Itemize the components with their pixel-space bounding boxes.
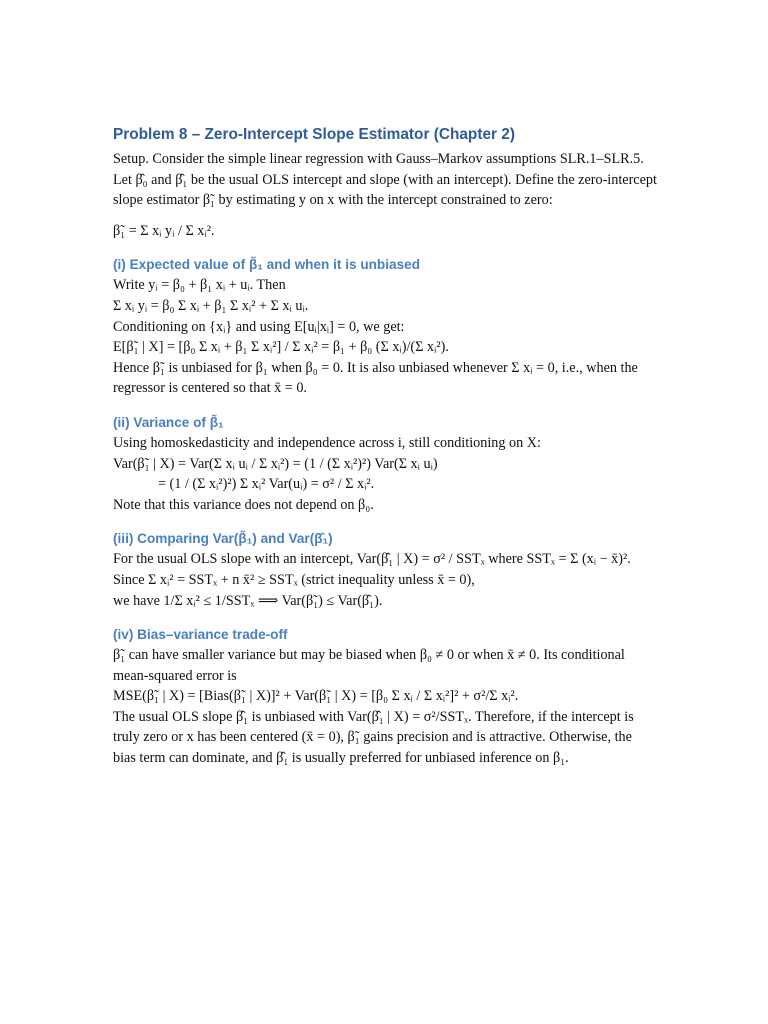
section4-line: β̃₁ can have smaller variance but may be biased when β₀ ≠ 0 or when x̄ ≠ 0. Its conditional mean-squared error is: [113, 647, 625, 684]
section2-line: Using homoskedasticity and independence across i, still conditioning on X:: [113, 434, 541, 451]
section-heading-variance: (ii) Variance of β̃₁: [113, 414, 224, 430]
section-heading-expected-value: (i) Expected value of β̃₁ and when it is unbiased: [113, 257, 420, 273]
section4-line: The usual OLS slope β̂₁ is unbiased with Var(β̂₁ | X) = σ²/SSTₓ. Therefore, if the intercept is truly zero or x has been centered (x̄ = 0), β̃₁ gains precision and is attractive. Otherwise, the bias term can dominate, and β̂₁ is usually preferred for unbiased inference on β₁.: [113, 708, 634, 767]
section4-line: MSE(β̃₁ | X) = [Bias(β̃₁ | X)]² + Var(β̃₁ | X) = [β₀ Σ xᵢ / Σ xᵢ²]² + σ²/Σ xᵢ².: [113, 688, 519, 705]
document-title: Problem 8 – Zero-Intercept Slope Estimator (Chapter 2): [113, 126, 515, 143]
section2-line: Var(β̃₁ | X) = Var(Σ xᵢ uᵢ / Σ xᵢ²) = (1 / (Σ xᵢ²)²) Var(Σ xᵢ uᵢ): [113, 455, 438, 472]
section1-line: E[β̃₁ | X] = [β₀ Σ xᵢ + β₁ Σ xᵢ²] / Σ xᵢ² = β₁ + β₀ (Σ xᵢ)/(Σ xᵢ²).: [113, 339, 449, 356]
section1-line: Σ xᵢ yᵢ = β₀ Σ xᵢ + β₁ Σ xᵢ² + Σ xᵢ uᵢ.: [113, 297, 309, 314]
section1-line: Conditioning on {xᵢ} and using E[uᵢ|xᵢ] = 0, we get:: [113, 318, 405, 335]
section-heading-tradeoff: (iv) Bias–variance trade-off: [113, 627, 288, 643]
section3-line: we have 1/Σ xᵢ² ≤ 1/SSTₓ ⟹ Var(β̃₁) ≤ Var(β̂₁).: [113, 592, 383, 609]
document-page: [113, 124, 658, 769]
setup-paragraph: Setup. Consider the simple linear regression with Gauss–Markov assumptions SLR.1–SLR.5. Let β̂₀ and β̂₁ be the usual OLS intercept and slope (with an intercept). Define the zero-intercept slope estimator β̃₁ by estimating y on x with the intercept constrained to zero:: [113, 151, 657, 209]
estimator-definition: β̃₁ = Σ xᵢ yᵢ / Σ xᵢ².: [113, 222, 215, 239]
section1-line: Hence β̃₁ is unbiased for β₁ when β₀ = 0. It is also unbiased whenever Σ xᵢ = 0, i.e., when the regressor is centered so that x̄ = 0.: [113, 359, 638, 397]
section3-line: Since Σ xᵢ² = SSTₓ + n x̄² ≥ SSTₓ (strict inequality unless x̄ = 0),: [113, 571, 475, 588]
section3-line: For the usual OLS slope with an intercept, Var(β̂₁ | X) = σ² / SSTₓ where SSTₓ = Σ (xᵢ − x̄)².: [113, 551, 631, 568]
section2-note: Note that this variance does not depend on β₀.: [113, 496, 374, 513]
section-heading-comparing: (iii) Comparing Var(β̃₁) and Var(β̂₁): [113, 531, 333, 547]
section1-line: Write yᵢ = β₀ + β₁ xᵢ + uᵢ. Then: [113, 277, 286, 294]
section2-indented-line: = (1 / (Σ xᵢ²)²) Σ xᵢ² Var(uᵢ) = σ² / Σ xᵢ².: [158, 476, 375, 493]
